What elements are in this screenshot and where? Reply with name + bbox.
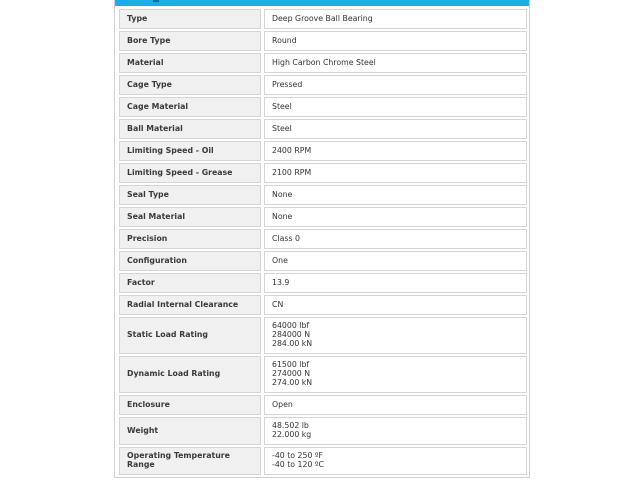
spec-value-line: CN [272, 299, 284, 309]
spec-label: Limiting Speed - Grease [119, 163, 261, 183]
spec-value-line: 2400 RPM [272, 145, 312, 155]
table-row [119, 9, 527, 29]
spec-label: Dynamic Load Rating [119, 356, 261, 393]
spec-label: Cage Type [119, 75, 261, 95]
specifications-table [116, 7, 530, 477]
table-row [119, 295, 527, 315]
header-tab-marker [153, 0, 159, 2]
table-row [119, 395, 527, 415]
spec-label: Ball Material [119, 119, 261, 139]
spec-value-line: None [272, 211, 293, 221]
spec-value [264, 97, 527, 117]
table-row [119, 141, 527, 161]
table-row [119, 119, 527, 139]
specifications-panel [114, 0, 530, 478]
spec-value-line: Steel [272, 123, 292, 133]
spec-value-line: One [272, 255, 288, 265]
spec-value [264, 141, 527, 161]
spec-value [264, 185, 527, 205]
spec-value-line: 64000 lbf [272, 321, 310, 331]
table-row [119, 163, 527, 183]
spec-label: Radial Internal Clearance [119, 295, 261, 315]
spec-value-line: Open [272, 399, 293, 409]
spec-label: Configuration [119, 251, 261, 271]
spec-value-line: 2100 RPM [272, 167, 312, 177]
table-row [119, 53, 527, 73]
spec-label: Type [119, 9, 261, 29]
table-row [119, 447, 527, 475]
spec-value-line: -40 to 250 ºF [272, 451, 324, 461]
spec-label: Material [119, 53, 261, 73]
spec-label: Seal Type [119, 185, 261, 205]
spec-value-line: Class 0 [272, 233, 300, 243]
table-row [119, 229, 527, 249]
table-row [119, 31, 527, 51]
spec-value-line: 13.9 [272, 277, 290, 287]
spec-value [264, 207, 527, 227]
spec-value-line: High Carbon Chrome Steel [272, 57, 376, 67]
spec-label: Weight [119, 417, 261, 445]
spec-value-line: 284000 N [272, 330, 311, 340]
table-row [119, 356, 527, 393]
spec-value-line: 284.00 kN [272, 338, 313, 348]
spec-label: Factor [119, 273, 261, 293]
spec-value-line: None [272, 189, 293, 199]
table-row [119, 207, 527, 227]
spec-value-line: 274000 N [272, 369, 311, 379]
spec-label: Precision [119, 229, 261, 249]
spec-label: Enclosure [119, 395, 261, 415]
spec-value-line: -40 to 120 ºC [272, 460, 324, 469]
spec-label: Operating Temperature Range [119, 447, 261, 475]
table-row [119, 317, 527, 354]
spec-value-line: 274.00 kN [272, 377, 313, 387]
spec-label: Cage Material [119, 97, 261, 117]
spec-label: Seal Material [119, 207, 261, 227]
spec-value [264, 31, 527, 51]
spec-value-line: Pressed [272, 79, 303, 89]
spec-label: Limiting Speed - Oil [119, 141, 261, 161]
spec-value [264, 447, 527, 475]
spec-value-line: Deep Groove Ball Bearing [272, 13, 373, 23]
table-row [119, 417, 527, 445]
spec-value [264, 9, 527, 29]
table-row [119, 185, 527, 205]
spec-value [264, 163, 527, 183]
table-row [119, 75, 527, 95]
table-row [119, 251, 527, 271]
spec-value [264, 295, 527, 315]
spec-value [264, 395, 527, 415]
panel-header-bar [115, 0, 529, 6]
spec-value [264, 417, 527, 445]
spec-value [264, 251, 527, 271]
spec-label: Static Load Rating [119, 317, 261, 354]
spec-value-line: 22.000 kg [272, 430, 312, 439]
spec-label: Bore Type [119, 31, 261, 51]
spec-value [264, 356, 527, 393]
spec-value [264, 75, 527, 95]
spec-value [264, 317, 527, 354]
spec-value [264, 119, 527, 139]
spec-value [264, 229, 527, 249]
table-row [119, 97, 527, 117]
spec-value-line: Round [272, 35, 297, 45]
spec-value-line: 48.502 lb [272, 421, 309, 431]
spec-value [264, 273, 527, 293]
table-row [119, 273, 527, 293]
spec-value [264, 53, 527, 73]
spec-value-line: Steel [272, 101, 292, 111]
spec-value-line: 61500 lbf [272, 360, 310, 370]
